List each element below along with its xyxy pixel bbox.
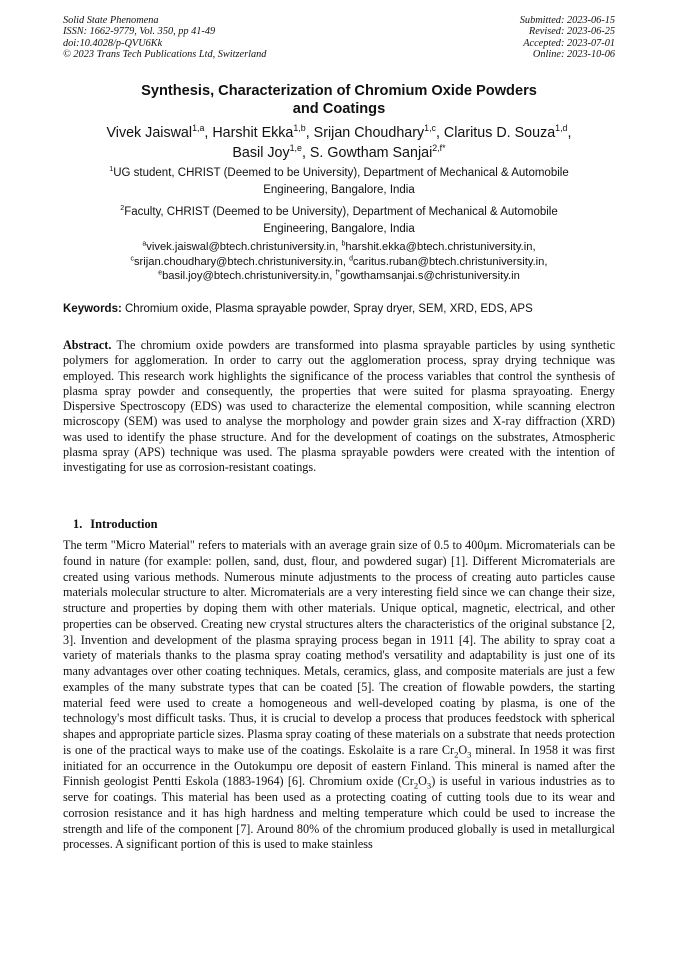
email-mark: e [158,269,163,277]
author-affiliation-mark: 1,d [555,123,568,134]
email-link[interactable]: gowthamsanjai.s@christuniversity.in [340,270,520,283]
affiliation-1 [60,165,618,198]
section-number: 1. [73,517,83,531]
author-affiliation-mark: 1,c [424,123,436,134]
chemical-formula: $Cr_2O_3$ [401,774,432,791]
author-separator: , [204,125,213,141]
email-link[interactable]: srijan.choudhary@btech.christuniversity.in, [133,255,346,268]
author-separator: , [305,125,314,141]
date-revised: Revised: 2023-06-25 [528,26,615,38]
email-link[interactable]: caritus.ruban@btech.christuniversity.in, [352,255,548,268]
author-name: Srijan Choudhary [313,125,425,141]
author-affiliation-mark: 1,a [192,123,205,134]
email-link[interactable]: vivek.jaiswal@btech.christuniversity.in, [146,241,339,253]
affiliation-2 [60,204,618,237]
abstract [63,338,615,476]
affiliation-mark: 2 [120,204,125,213]
chemical-formula: $Cr_2O_3$ [441,742,472,760]
date-submitted: Submitted: 2023-06-15 [519,15,615,26]
intro-text: mineral. In 1958 it was first initiated for an occurrence in the Outokumpu ore deposit of eastern Finland. This mineral is named after the Finnish geologist Pentti Eskola (1883-1964) [6]. Chromium oxide ( [63,742,616,789]
email-mark: c [130,254,134,262]
journal-info [63,15,266,61]
abstract-label: Abstract. [63,338,112,352]
author-list [60,124,618,163]
intro-text: ) is useful in various industries as to serve for coatings. This material has been used as a protecting coating of cutting tools due to its wear and corrosion resistance and it has high hardness and melting temperature which could be used to increase the strength and life of the component [7]. Around 80% of the chromium produced globally is used in metallurgical processes. A significant portion of this is used to make stainless [63,774,615,852]
email-mark: a [142,240,147,248]
author-name: S. Gowtham Sanjai [309,144,433,161]
author-affiliation-mark: 1,b [293,123,306,134]
date-accepted: Accepted: 2023-07-01 [523,37,615,49]
affiliation-mark: 1 [109,165,114,174]
keywords-label: Keywords: [63,303,122,315]
email-mark: f* [335,269,341,277]
author-separator: , [567,125,572,141]
author-name: Basil Joy [232,144,290,161]
author-name: Vivek Jaiswal [106,125,193,141]
publication-dates [520,15,615,61]
affiliation-text: Engineering, Bangalore, India [263,222,415,235]
affiliation-text: UG student, CHRIST (Deemed to be University), Department of Mechanical & Automobile [113,167,569,179]
title-line: and Coatings [292,101,386,117]
author-name: Harshit Ekka [212,125,294,141]
section-title: Introduction [90,517,158,531]
author-emails [60,240,618,284]
author-affiliation-mark: 1,e [289,142,302,153]
keywords [63,302,615,317]
affiliation-text: Engineering, Bangalore, India [263,183,415,196]
paper-title [60,82,618,118]
author-line [60,124,618,144]
email-link[interactable]: basil.joy@btech.christuniversity.in, [162,270,333,283]
email-mark: d [349,254,353,262]
author-separator: , [435,125,444,141]
author-affiliation-mark: 2,f* [432,142,446,153]
section-heading [73,516,166,532]
journal-copyright: © 2023 Trans Tech Publications Ltd, Switzerland [63,49,267,61]
introduction-text [63,538,615,853]
keywords-text: Chromium oxide, Plasma sprayable powder, Spray dryer, SEM, XRD, EDS, APS [125,303,533,315]
author-separator: , [301,144,310,161]
journal-issn: ISSN: 1662-9779, Vol. 350, pp 41-49 [63,26,216,38]
journal-doi: doi:10.4028/p-QVU6Kk [63,37,163,49]
journal-name: Solid State Phenomena [63,15,159,26]
author-name: Claritus D. Souza [443,125,556,141]
affiliation-text: Faculty, CHRIST (Deemed to be University), Department of Mechanical & Automobile [124,206,558,218]
email-mark: b [341,240,346,248]
title-line: Synthesis, Characterization of Chromium Oxide Powders [141,83,537,99]
date-online: Online: 2023-10-06 [532,49,615,61]
author-line [60,144,618,164]
abstract-text: The chromium oxide powders are transformed into plasma sprayable particles by using synthetic polymers for agglomeration. In order to carry out the agglomeration process, spray drying technique was employed. This research work highlights the significance of the process variables that control the synthesis of plasma spray powder and consequently, the properties that were suited for plasma sprayoating. Energy Dispersive Spectroscopy (EDS) was used to characterize the elemental composition, while scanning electron microscopy (SEM) was used to analyse the morphology and powder grain sizes and X-ray diffraction (XRD) was used to identify the phase structure. And for the development of coatings on the substrates, Atmospheric plasma spray (APS) technique was used. The plasma sprayable powders were created with the intention of investigating for use as corrosion-resistant coatings. [63,338,616,475]
intro-text: The term "Micro Material" refers to materials with an average grain size of 0.5 to 400μm. Micromaterials can be found in nature (for example: pollen, sand, dust, flour, and powdered sugar) [1]. Different Micromaterials are created using various methods. Numerous minute adjustments to the process of creating auto particles cause materials molecular structure to alter. Micromaterials are a very interesting field since we can change their size, structure and properties by doping them with other materials. Unique optical, magnetic, electrical, and other properties can be observed. Creating new crystal structures alters the characteristics of the original substance [2, 3]. Invention and development of the plasma spraying process began in 1911 [4]. The ability to spray coat a variety of materials thanks to the plasma spray coating method's versatility and adaptability is just one of its many advantages over other coating techniques. Metals, ceramics, glass, and composite materials are just a few examples of the many substrate types that can be coated [5]. The creation of flowable powders, the starting material feed were used to create a homogeneous and well-developed coating by plasma, is one of the technology's most difficult tasks. Thus, it is crucial to develop a process that produces feedstock with spherical shapes and appropriate particle sizes. Plasma spray coating of these materials on a substrate that needs protection is one of the practical ways to make use of the coatings. Eskolaite is a rare [63,538,615,757]
email-link[interactable]: harshit.ekka@btech.christuniversity.in, [345,241,536,253]
